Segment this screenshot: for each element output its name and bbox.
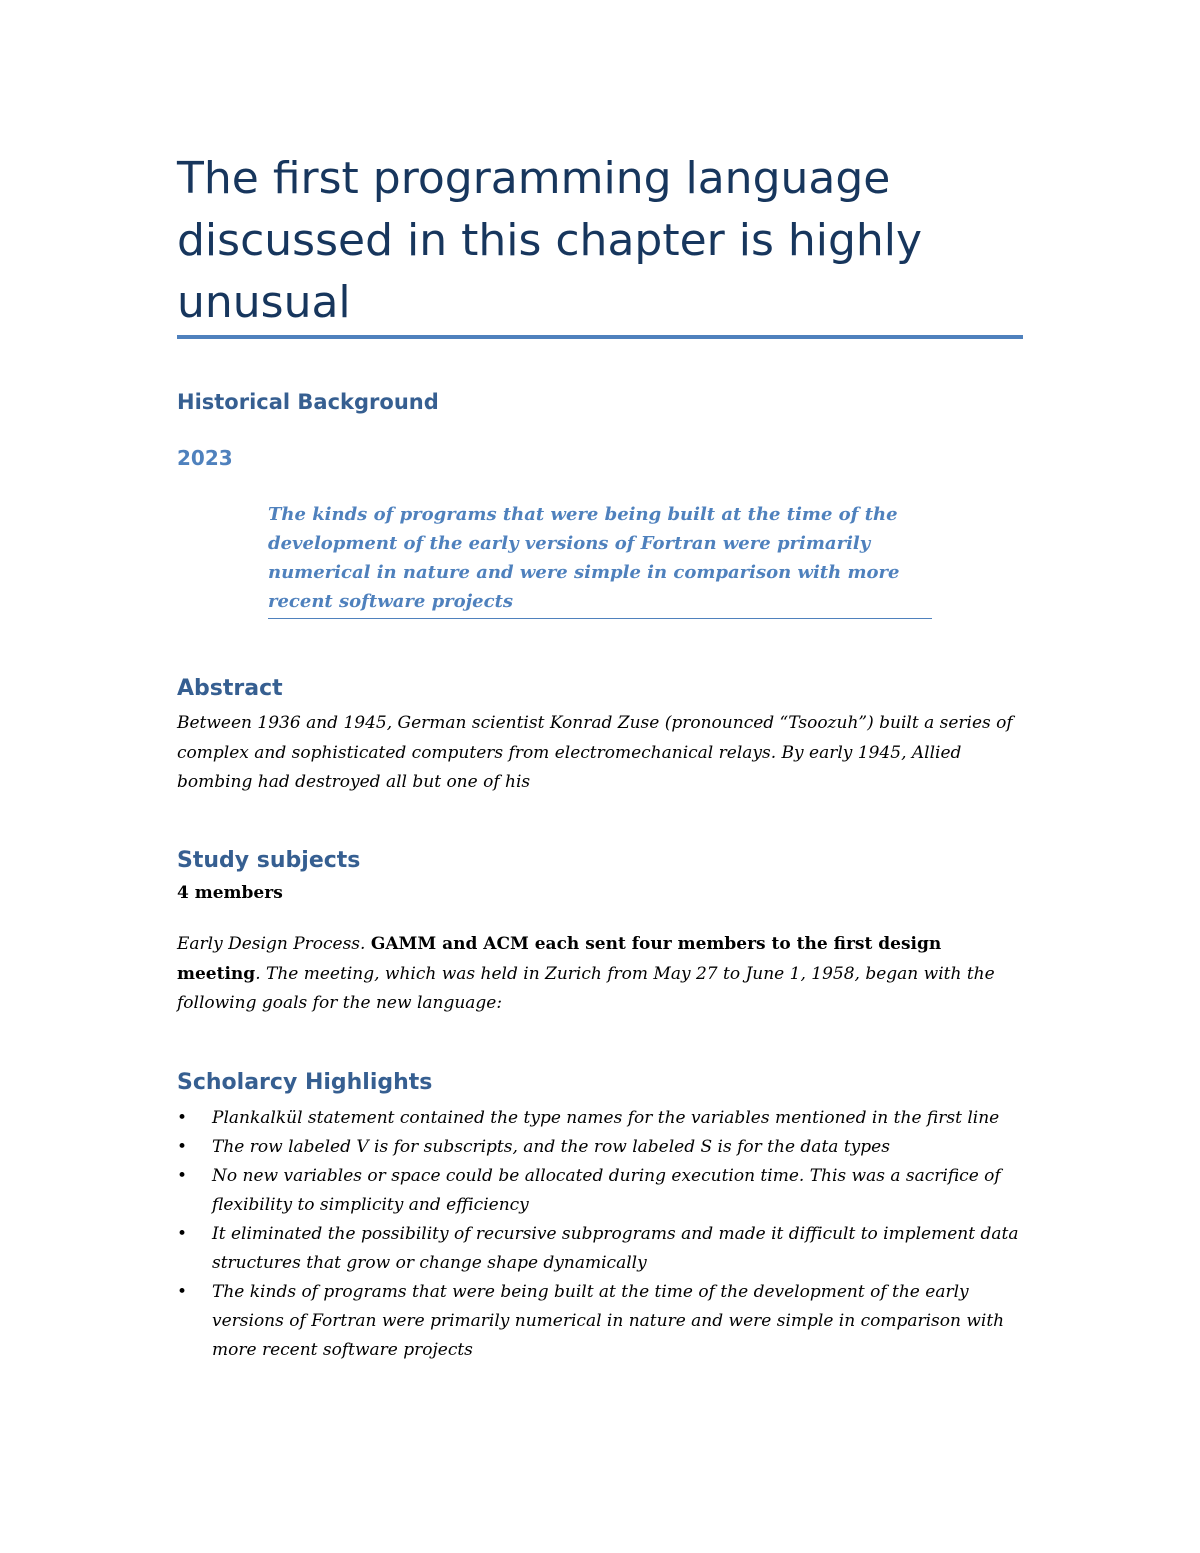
bullet-icon: • xyxy=(177,1282,188,1302)
bullet-icon: • xyxy=(177,1108,188,1128)
list-item-text: The kinds of programs that were being built at the time of the development of the early versions of Fortran were primarily numerical in nature and were simple in comparison with more recent software projects xyxy=(212,1282,1005,1360)
document-year: 2023 xyxy=(177,446,233,470)
document-subtitle: Historical Background xyxy=(177,390,439,414)
abstract-heading: Abstract xyxy=(177,676,283,701)
study-members-count: 4 members xyxy=(177,883,283,903)
quote-underline xyxy=(268,618,932,619)
bullet-icon: • xyxy=(177,1166,188,1186)
title-underline xyxy=(177,335,1023,339)
highlights-heading: Scholarcy Highlights xyxy=(177,1070,433,1095)
list-item-text: It eliminated the possibility of recursive subprograms and made it difficult to implement data structures that grow or change shape dynamically xyxy=(212,1224,1019,1273)
list-item xyxy=(177,1104,1027,1133)
list-item xyxy=(177,1133,1027,1162)
study-paragraph-rest: . The meeting, which was held in Zurich from May 27 to June 1, 1958, began with the following goals for the new language: xyxy=(177,963,995,1013)
list-item xyxy=(177,1162,1027,1220)
study-subjects-heading: Study subjects xyxy=(177,848,361,873)
list-item xyxy=(177,1220,1027,1278)
highlights-list xyxy=(177,1104,1027,1365)
list-item-text: No new variables or space could be allocated during execution time. This was a sacrifice of flexibility to simplicity and efficiency xyxy=(212,1166,1001,1215)
bullet-icon: • xyxy=(177,1224,188,1244)
list-item-text: Plankalkül statement contained the type names for the variables mentioned in the first line xyxy=(212,1108,1000,1128)
list-item xyxy=(177,1278,1027,1365)
study-paragraph-lead: Early Design Process. xyxy=(177,934,366,954)
list-item-text: The row labeled V is for subscripts, and the row labeled S is for the data types xyxy=(212,1137,890,1157)
abstract-text: Between 1936 and 1945, German scientist Konrad Zuse (pronounced “Tsoozuh”) built a series of complex and sophisticated computers from electromechanical relays. By early 1945, Allied bombing had destroyed all but one of his xyxy=(177,713,1013,792)
intense-quote: The kinds of programs that were being built at the time of the development of the early versions of Fortran were primarily numerical in nature and were simple in comparison with more recent software projects xyxy=(268,504,900,612)
study-paragraph xyxy=(177,930,1027,1019)
study-paragraph-bold: GAMM and ACM each sent four members to the first design meeting xyxy=(177,934,942,984)
document-title: The first programming language discussed in this chapter is highly unusual xyxy=(177,153,923,328)
bullet-icon: • xyxy=(177,1137,188,1157)
